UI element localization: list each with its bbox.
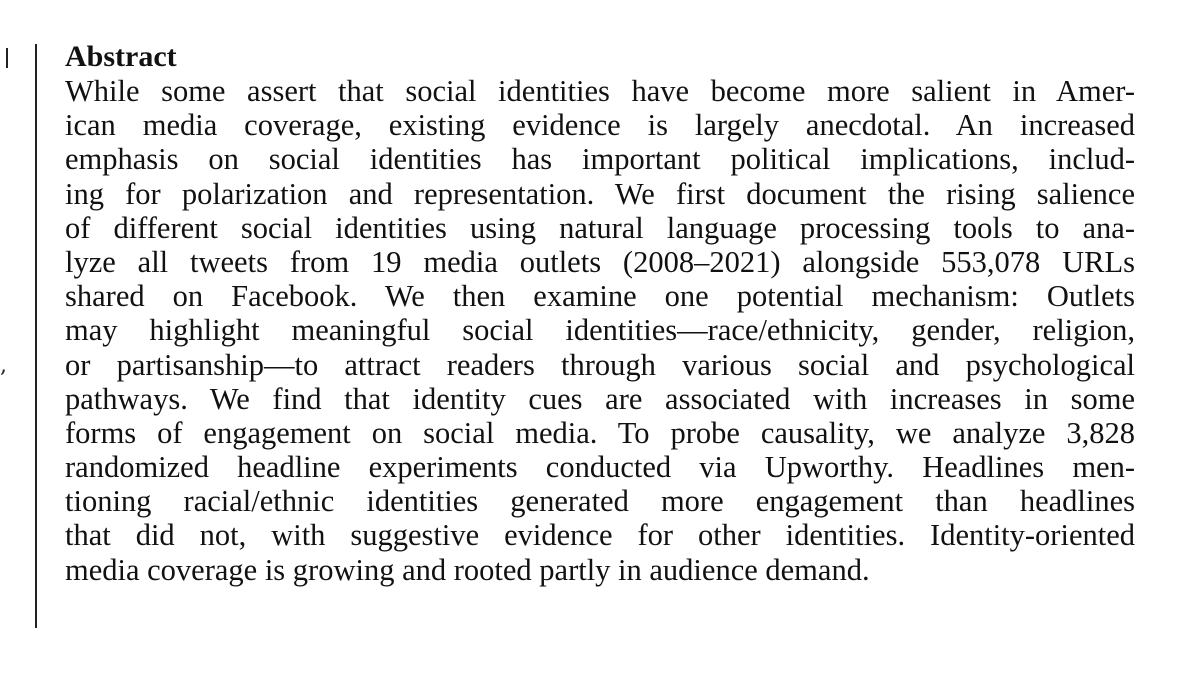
abstract-line: emphasis on social identities has important political implications, includ-: [65, 142, 1135, 177]
abstract-line: media coverage is growing and rooted partly in audience demand.: [65, 552, 870, 587]
abstract-line: lyze all tweets from 19 media outlets (2008–2021) alongside 553,078 URLs: [65, 244, 1135, 279]
abstract-line: ican media coverage, existing evidence is largely anecdotal. An increased: [65, 108, 1135, 143]
abstract-line: or partisanship—to attract readers through various social and psychological: [65, 347, 1135, 382]
abstract-line: that did not, with suggestive evidence for other identities. Identity-oriented: [65, 518, 1135, 553]
abstract-section: [65, 40, 1135, 587]
abstract-line: may highlight meaningful social identities—race/ethnicity, gender, religion,: [65, 313, 1135, 348]
abstract-line: ing for polarization and representation. We first document the rising salience: [65, 176, 1135, 211]
abstract-line: While some assert that social identities have become more salient in Amer-: [65, 74, 1135, 108]
abstract-line: tioning racial/ethnic identities generated more engagement than headlines: [65, 484, 1135, 519]
abstract-vertical-rule: [35, 44, 37, 628]
left-edge-comma: ,: [0, 353, 7, 378]
left-edge-mark: [0, 48, 8, 68]
abstract-heading: Abstract: [65, 40, 177, 73]
abstract-body: [65, 74, 1135, 587]
abstract-line: pathways. We find that identity cues are associated with increases in some: [65, 381, 1135, 416]
abstract-line: forms of engagement on social media. To probe causality, we analyze 3,828: [65, 415, 1135, 450]
abstract-line: randomized headline experiments conducted via Upworthy. Headlines men-: [65, 450, 1135, 485]
abstract-line: shared on Facebook. We then examine one potential mechanism: Outlets: [65, 279, 1135, 314]
abstract-line: of different social identities using natural language processing tools to ana-: [65, 210, 1135, 245]
